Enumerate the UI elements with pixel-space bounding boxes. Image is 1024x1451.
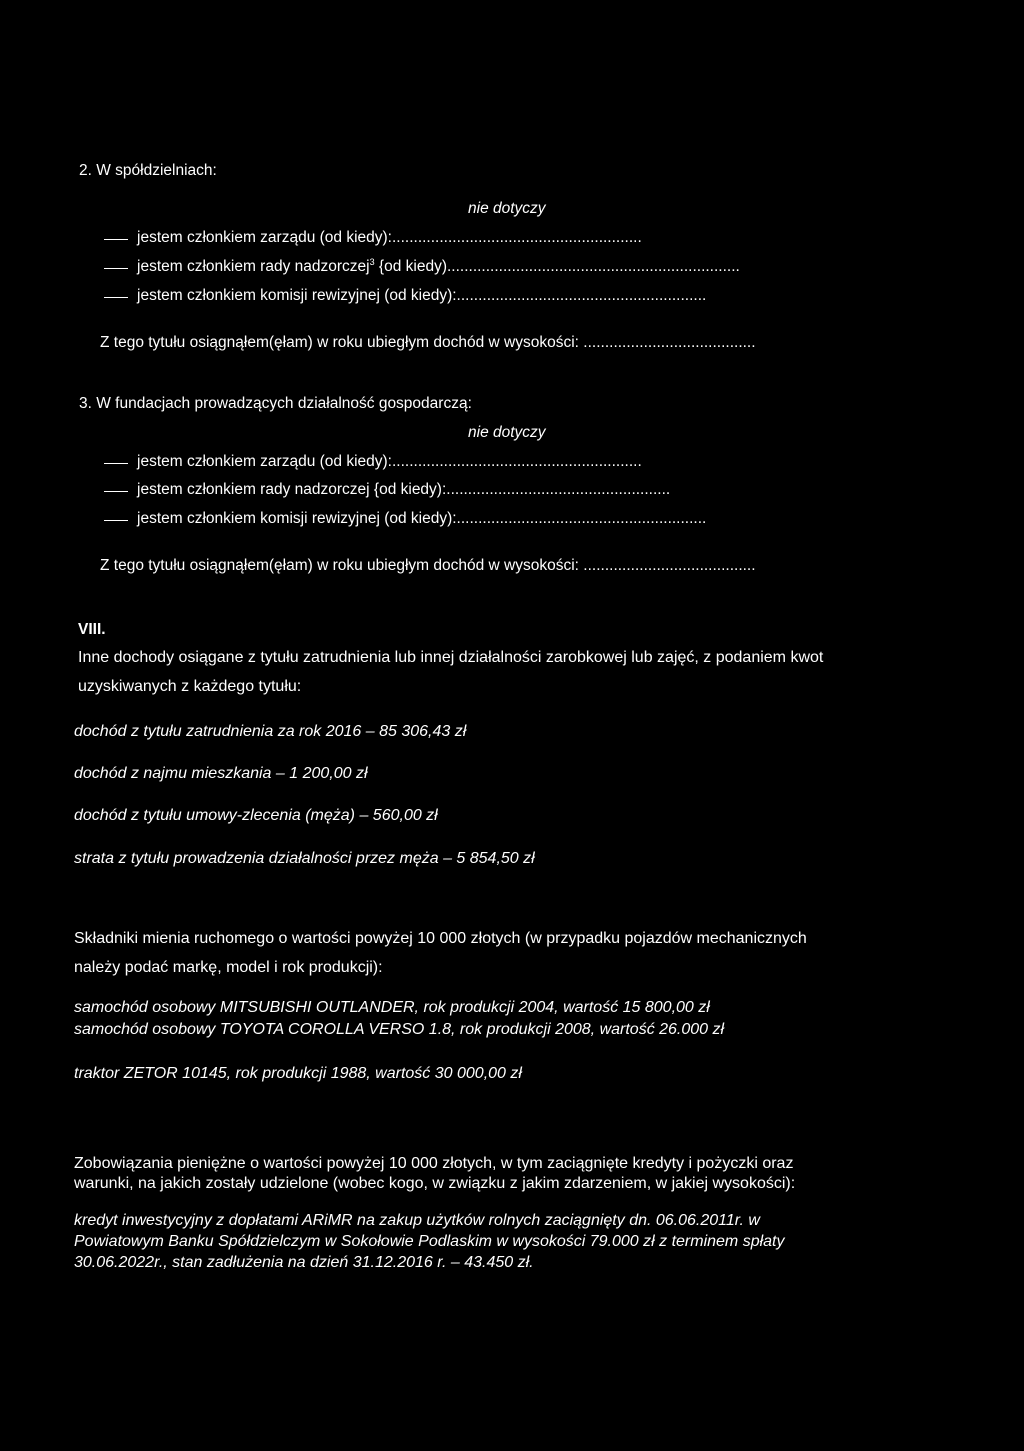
loan-line: Powiatowym Banku Spółdzielczym w Sokołowie Podlaskim w wysokości 79.000 zł z terminem spłaty xyxy=(74,1233,785,1250)
section9-intro-line2: należy podać markę, model i rok produkcji): xyxy=(74,959,383,976)
section2-supervisory-item: jestem członkiem rady nadzorczej$^3$ {od kiedy).................................................................... xyxy=(137,256,740,275)
vehicle-item: samochód osobowy MITSUBISHI OUTLANDER, rok produkcji 2004, wartość 15 800,00 zł xyxy=(74,999,710,1016)
section9-intro-line1: Składniki mienia ruchomego o wartości powyżej 10 000 złotych (w przypadku pojazdów mechanicznych xyxy=(74,930,807,947)
section3-board-item: jestem członkiem zarządu (od kiedy):.......................................................... xyxy=(137,453,642,470)
dash-bullet xyxy=(104,463,128,464)
vehicle-item: traktor ZETOR 10145, rok produkcji 1988, wartość 30 000,00 zł xyxy=(74,1065,522,1082)
section2-income-line: Z tego tytułu osiągnąłem(ęłam) w roku ubiegłym dochód w wysokości: ........................................ xyxy=(100,334,756,351)
section3-audit-item: jestem członkiem komisji rewizyjnej (od kiedy):.......................................................... xyxy=(137,510,707,527)
section3-status: nie dotyczy xyxy=(468,424,546,441)
section3-heading: 3. W fundacjach prowadzących działalność gospodarczą: xyxy=(79,395,472,412)
loan-line: kredyt inwestycyjny z dopłatami ARiMR na zakup użytków rolnych zaciągnięty dn. 06.06.2011r. w xyxy=(74,1212,760,1229)
income-item: dochód z tytułu umowy-zlecenia (męża) – 560,00 zł xyxy=(74,807,438,824)
dash-bullet xyxy=(104,239,128,240)
section8-intro-line1: Inne dochody osiągane z tytułu zatrudnienia lub innej działalności zarobkowej lub zajęć, z podaniem kwot xyxy=(78,649,824,666)
dash-bullet xyxy=(104,520,128,521)
section2-status: nie dotyczy xyxy=(468,200,546,217)
section8-heading: VIII. xyxy=(78,621,106,638)
income-item: dochód z tytułu zatrudnienia za rok 2016 – 85 306,43 zł xyxy=(74,723,467,740)
section8-intro-line2: uzyskiwanych z każdego tytułu: xyxy=(78,678,302,695)
section3-income-line: Z tego tytułu osiągnąłem(ęłam) w roku ubiegłym dochód w wysokości: ........................................ xyxy=(100,557,756,574)
section2-heading: 2. W spółdzielniach: xyxy=(79,162,217,179)
income-item: dochód z najmu mieszkania – 1 200,00 zł xyxy=(74,765,368,782)
section2-board-item: jestem członkiem zarządu (od kiedy):.......................................................... xyxy=(137,229,642,246)
dash-bullet xyxy=(104,297,128,298)
dash-bullet xyxy=(104,268,128,269)
section2-audit-item: jestem członkiem komisji rewizyjnej (od kiedy):.......................................................... xyxy=(137,287,707,304)
income-item: strata z tytułu prowadzenia działalności przez męża – 5 854,50 zł xyxy=(74,850,535,867)
section10-intro-line2: warunki, na jakich zostały udzielone (wobec kogo, w związku z jakim zdarzeniem, w jakiej wysokości): xyxy=(74,1175,796,1192)
loan-line: 30.06.2022r., stan zadłużenia na dzień 31.12.2016 r. – 43.450 zł. xyxy=(74,1254,534,1271)
section10-intro-line1: Zobowiązania pieniężne o wartości powyżej 10 000 złotych, w tym zaciągnięte kredyty i pożyczki oraz xyxy=(74,1155,794,1172)
dash-bullet xyxy=(104,491,128,492)
section3-supervisory-item: jestem członkiem rady nadzorczej {od kiedy):.................................................... xyxy=(137,481,671,498)
vehicle-item: samochód osobowy TOYOTA COROLLA VERSO 1.8, rok produkcji 2008, wartość 26.000 zł xyxy=(74,1021,725,1038)
